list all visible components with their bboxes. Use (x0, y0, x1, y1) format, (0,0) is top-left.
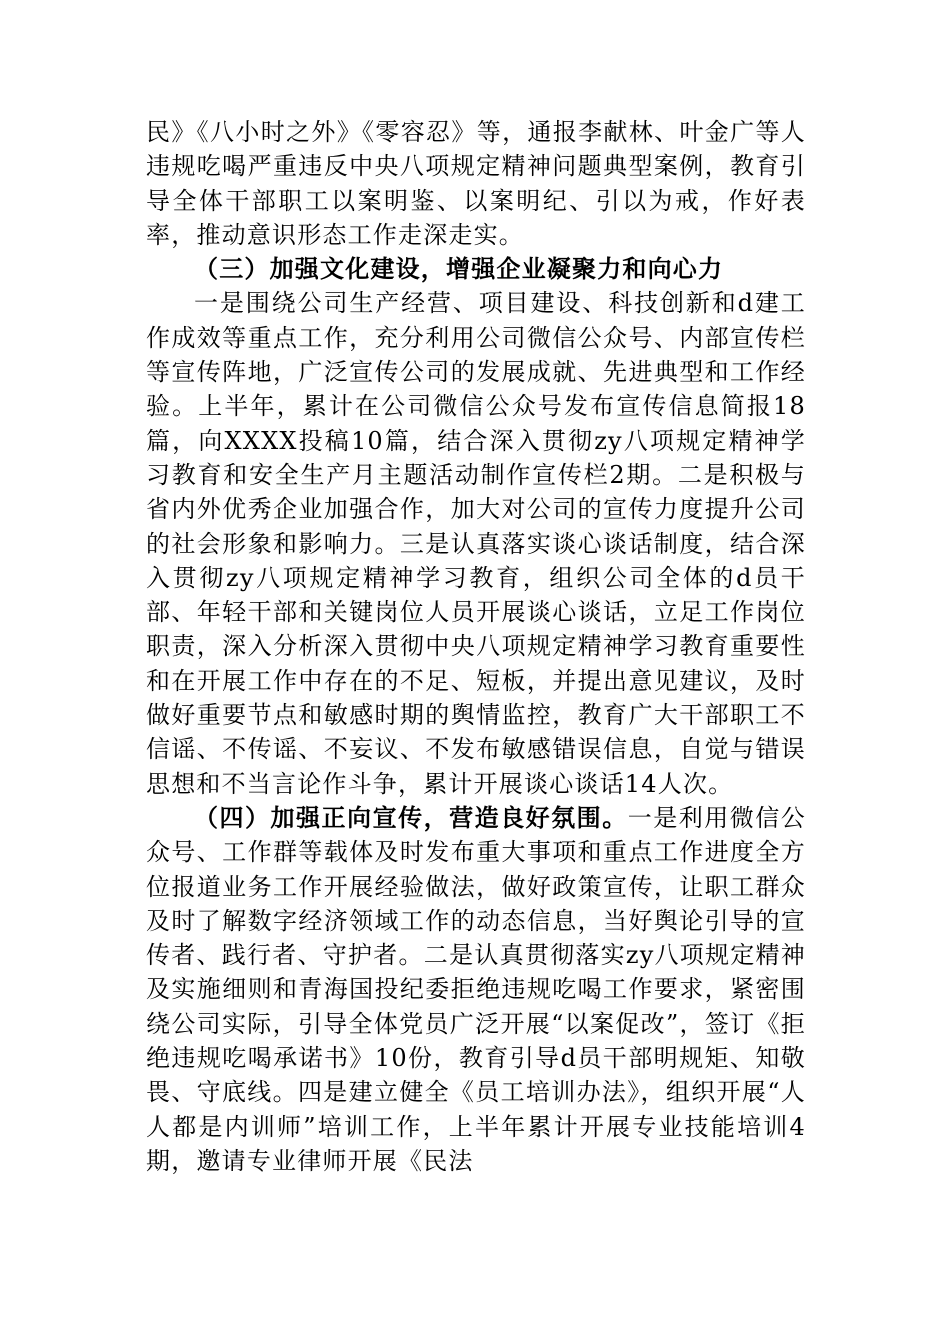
section-heading-3: （三）加强文化建设，增强企业凝聚力和向心力 (194, 254, 724, 284)
paragraph-section-3: 一是围绕公司生产经营、项目建设、科技创新和d建工作成效等重点工作，充分利用公司微信公众号、内部宣传栏等宣传阵地，广泛宣传公司的发展成就、先进典型和工作经验。上半年，累计在公司微信公众号发布宣传信息简报18篇，向XXXX投稿10篇，结合深入贯彻zy八项规定精神学习教育和安全生产月主题活动制作宣传栏2期。二是积极与省内外优秀企业加强合作，加大对公司的宣传力度提升公司的社会形象和影响力。三是认真落实谈心谈话制度，结合深入贯彻zy八项规定精神学习教育，组织公司全体的d员干部、年轻干部和关键岗位人员开展谈心谈话，立足工作岗位职责，深入分析深入贯彻中央八项规定精神学习教育重要性和在开展工作中存在的不足、短板，并提出意见建议，及时做好重要节点和敏感时期的舆情监控，教育广大干部职工不信谣、不传谣、不妄议、不发布敏感错误信息，自觉与错误思想和不当言论作斗争，累计开展谈心谈话14人次。 (146, 289, 806, 798)
document-body (146, 115, 806, 1178)
paragraph-section-4 (146, 801, 806, 1178)
paragraph-section-4-body: 一是利用微信公众号、工作群等载体及时发布重大事项和重点工作进度全方位报道业务工作开展经验做法，做好政策宣传，让职工群众及时了解数字经济领域工作的动态信息，当好舆论引导的宣传者、践行者、守护者。二是认真贯彻落实zy八项规定精神及实施细则和青海国投纪委拒绝违规吃喝工作要求，紧密围绕公司实际，引导全体党员广泛开展“以案促改”，签订《拒绝违规吃喝承诺书》10份，教育引导d员干部明规矩、知敬畏、守底线。四是建立健全《员工培训办法》，组织开展“人人都是内训师”培训工作，上半年累计开展专业技能培训4期，邀请专业律师开展《民法 (146, 803, 806, 1175)
section-heading-4: （四）加强正向宣传，营造良好氛围。 (194, 802, 628, 832)
paragraph-continuation: 民》《八小时之外》《零容忍》等，通报李献林、叶金广等人违规吃喝严重违反中央八项规定精神问题典型案例，教育引导全体干部职工以案明鉴、以案明纪、引以为戒，作好表率，推动意识形态工作走深走实。 (146, 118, 806, 249)
